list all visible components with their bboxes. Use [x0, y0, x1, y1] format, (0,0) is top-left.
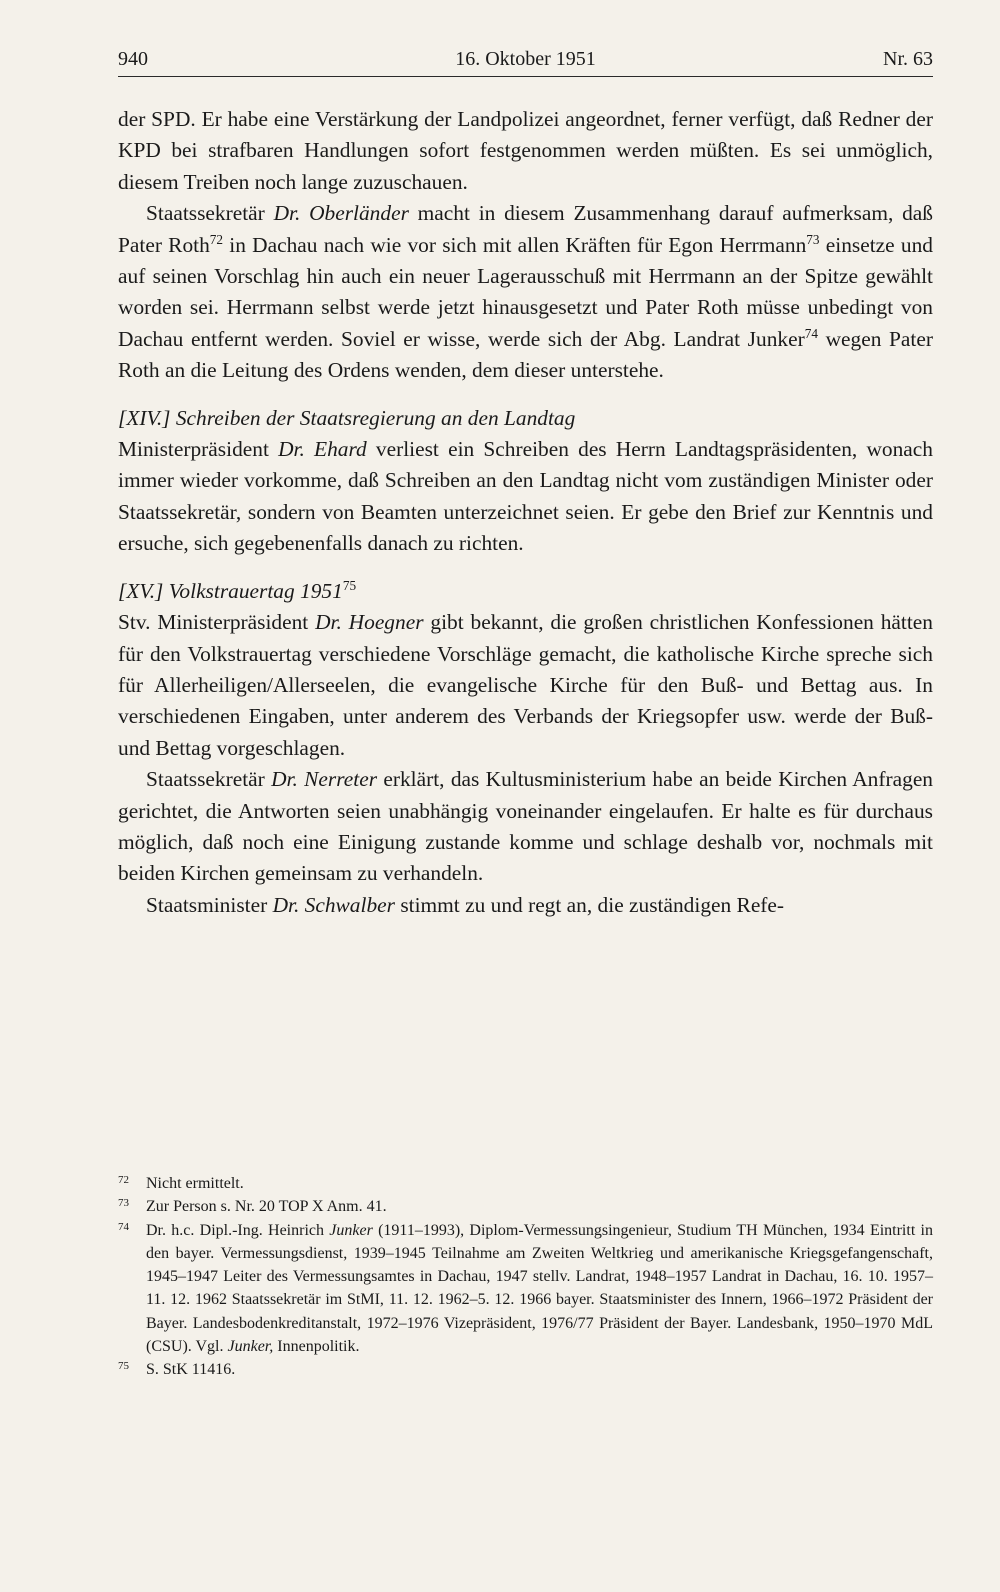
speaker-name: Dr. Hoegner	[315, 610, 424, 635]
speaker-name: Dr. Schwalber	[272, 892, 395, 917]
footnote-number: 73	[118, 1197, 129, 1210]
footnote-number: 75	[118, 1360, 129, 1373]
issue-number: Nr. 63	[883, 48, 933, 70]
footnote: 74 Dr. h.c. Dipl.-Ing. Heinrich Junker (1911–1993), Diplom-Vermessungsingenieur, Studium TH München, 1934 Eintritt in den bayer. Vermessungsdienst, 1939–1945 Teilnahme am Zweiten Weltkrieg und amerikanische Kriegsgefangenschaft, 1945–1947 Leiter des Vermessungsamtes in Dachau, 1947 stellv. Landrat, 1948–1957 Landrat in Dachau, 16. 10. 1957–11. 12. 1962 Staatssekretär im StMI, 11. 12. 1962–5. 12. 1966 bayer. Staatsminister des Innern, 1966–1972 Präsident der Bayer. Landesbodenkreditanstalt, 1972–1976 Vizepräsident, 1976/77 Präsident der Bayer. Landesbank, 1950–1970 MdL (CSU). Vgl. Junker, Innenpolitik.	[118, 1219, 933, 1359]
footnote-text: S. StK 11416.	[146, 1361, 236, 1379]
footnote-number: 72	[118, 1174, 129, 1186]
paragraph: der SPD. Er habe eine Verstärkung der Landpolizei angeordnet, ferner verfügt, daß Redner der KPD bei strafbaren Handlungen sofort festgenommen werden müßten. Es sei unmöglich, diesem Treiben noch lange zuzuschauen.	[118, 107, 933, 194]
footnote-ref[interactable]: 72	[209, 231, 224, 247]
paragraph: Staatsminister Dr. Schwalber stimmt zu und regt an, die zuständigen Refe-	[146, 892, 785, 917]
speaker-name: Dr. Ehard	[278, 437, 367, 462]
section-heading	[118, 403, 933, 434]
section-number: [XIV.]	[118, 405, 171, 430]
section-title: Volkstrauertag 1951	[168, 578, 343, 603]
section-number: [XV.]	[118, 578, 164, 603]
footnote-ref[interactable]: 75	[342, 577, 357, 593]
footnote-ref[interactable]: 74	[804, 325, 818, 341]
footnote	[118, 1195, 933, 1218]
header-date: 16. Oktober 1951	[455, 48, 596, 70]
reference-title: Junker,	[227, 1338, 274, 1356]
paragraph: Ministerpräsident Dr. Ehard verliest ein Schreiben des Herrn Landtagspräsidenten, wonach immer wieder vorkomme, daß Schreiben an den Landtag nicht vom zuständigen Minister oder Staatssekretär, sondern von Beamten unterzeichnet seien. Er gebe den Brief zur Kenntnis und ersuche, sich gegebenenfalls danach zu richten.	[118, 437, 933, 556]
running-header	[118, 42, 933, 77]
paragraph: Staatssekretär Dr. Nerreter erklärt, das Kultusministerium habe an beide Kirchen Anfragen gerichtet, die Antworten seien unabhängig voneinander eingelaufen. Er halte es für durchaus möglich, daß noch eine Einigung zustande komme und schlage deshalb vor, nochmals mit beiden Kirchen gemeinsam zu verhandeln.	[118, 767, 934, 886]
footnote	[118, 1358, 933, 1381]
speaker-name: Dr. Oberländer	[273, 201, 409, 226]
footnote-text: Nicht ermittelt.	[146, 1175, 244, 1192]
paragraph: Stv. Ministerpräsident Dr. Hoegner gibt bekannt, die großen christlichen Konfessionen hätten für den Volkstrauertag verschiedene Vorschläge gemacht, die katholische Kirche spreche sich für Allerheiligen/Allerseelen, die evangelische Kirche für den Buß- und Bettag aus. In verschiedenen Eingaben, unter anderem des Verbands der Kriegsopfer usw. werde der Buß- und Bettag vorgeschlagen.	[118, 610, 933, 760]
section-heading	[118, 576, 933, 607]
page-number: 940	[118, 48, 148, 70]
footnote-text: Zur Person s. Nr. 20 TOP X Anm. 41.	[146, 1198, 387, 1216]
footnote-number: 74	[118, 1220, 129, 1233]
person-name: Junker	[329, 1221, 373, 1239]
section-title: Schreiben der Staatsregierung an den Landtag	[175, 405, 576, 430]
footnote-ref[interactable]: 73	[806, 231, 820, 247]
footnote	[118, 1172, 933, 1195]
footnotes	[118, 1172, 933, 1382]
speaker-name: Dr. Nerreter	[271, 767, 378, 792]
paragraph: Staatssekretär Dr. Oberländer macht in diesem Zusammenhang darauf aufmerksam, daß Pater Roth$^{72}$ in Dachau nach wie vor sich mit allen Kräften für Egon Herrmann$^{73}$ einsetze und auf seinen Vorschlag hin auch ein neuer Lagerausschuß mit Herrmann an der Spitze gewählt worden sei. Herrmann selbst werde jetzt hinausgesetzt und Pater Roth müsse unbedingt von Dachau entfernt werden. Soviel er wisse, werde sich der Abg. Landrat Junker$^{74}$ wegen Pater Roth an die Leitung des Ordens wenden, dem dieser unterstehe.	[118, 201, 933, 383]
body-text	[118, 104, 933, 921]
